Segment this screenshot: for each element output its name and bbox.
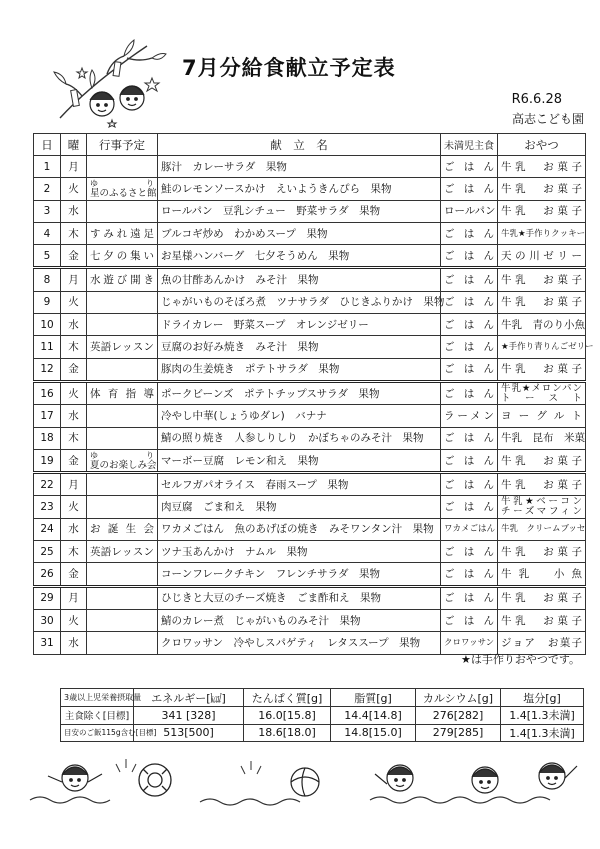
- issue-date: R6.6.28: [511, 92, 562, 107]
- menu-table: [33, 133, 594, 655]
- event-label: 夏のお楽しみ会: [90, 459, 157, 471]
- summer-children-illustration: [30, 752, 580, 812]
- menu-cell: ワカメごはん 魚のあげぼの焼き みそワンタン汁 果物: [158, 518, 441, 540]
- menu-row: [34, 518, 586, 540]
- menu-row: [34, 586, 586, 609]
- event-cell: [87, 427, 158, 449]
- snack-cell: 牛乳 お菓子: [498, 268, 586, 291]
- menu-cell: ポークビーンズ ポテトチップスサラダ 果物: [158, 381, 441, 404]
- nutrition-row-with-rice: [61, 724, 584, 742]
- event-class-label: ゆり: [90, 178, 154, 188]
- menu-row: [34, 268, 586, 291]
- menu-cell: 豚汁 カレーサラダ 果物: [158, 156, 441, 178]
- nutrition-fat: 14.8[15.0]: [331, 724, 416, 742]
- rice-cell: ごはん: [441, 473, 498, 496]
- weekday-cell: 月: [61, 156, 87, 178]
- day-cell: 12: [34, 358, 61, 381]
- weekday-cell: 金: [61, 245, 87, 268]
- menu-row: [34, 405, 586, 427]
- day-cell: 22: [34, 473, 61, 496]
- event-cell: [87, 563, 158, 586]
- day-cell: 24: [34, 518, 61, 540]
- day-cell: 30: [34, 609, 61, 631]
- snack-cell: 牛乳 お菓子: [498, 586, 586, 609]
- swimming-child-1: [48, 765, 102, 791]
- snack-cell: ★手作り青りんごゼリー: [498, 336, 586, 358]
- weekday-cell: 火: [61, 496, 87, 518]
- menu-cell: ツナ玉あんかけ ナムル 果物: [158, 541, 441, 563]
- weekday-cell: 木: [61, 222, 87, 244]
- menu-cell: 冷やし中華(しょうゆダレ) バナナ: [158, 405, 441, 427]
- rice-cell: ごはん: [441, 268, 498, 291]
- snack-cell: 牛乳 お菓子: [498, 178, 586, 200]
- event-cell: [87, 449, 158, 472]
- weekday-cell: 水: [61, 314, 87, 336]
- swim-ring: [139, 764, 171, 796]
- rice-cell: ごはん: [441, 314, 498, 336]
- snack-cell: [498, 381, 586, 404]
- menu-row: [34, 291, 586, 313]
- menu-row: [34, 222, 586, 244]
- weekday-cell: 月: [61, 268, 87, 291]
- snack-cell: 牛乳 お菓子: [498, 358, 586, 381]
- nutrition-header: [61, 689, 584, 707]
- header-day: 日: [34, 134, 61, 156]
- weekday-cell: 月: [61, 473, 87, 496]
- snack-cell: 牛乳 小魚: [498, 563, 586, 586]
- nutrition-table: [60, 688, 584, 742]
- weekday-cell: 水: [61, 200, 87, 222]
- menu-row: [34, 156, 586, 178]
- weekday-cell: 水: [61, 405, 87, 427]
- event-cell: [87, 496, 158, 518]
- nutrition-header-fat: 脂質[g]: [331, 689, 416, 707]
- event-cell: [87, 291, 158, 313]
- snack-line-2: トースト: [501, 392, 582, 404]
- nutrition-row-label: 主食除く[目標]: [61, 707, 134, 725]
- day-cell: 11: [34, 336, 61, 358]
- snack-cell: 牛乳 クリームブッセ: [498, 518, 586, 540]
- nutrition-header-calcium: カルシウム[g]: [416, 689, 501, 707]
- weekday-cell: 火: [61, 381, 87, 404]
- day-cell: 8: [34, 268, 61, 291]
- day-cell: 23: [34, 496, 61, 518]
- handmade-note: ★は手作りおやつです。: [461, 653, 580, 666]
- star-decorations: [77, 68, 159, 127]
- rice-cell: ロールパン: [441, 200, 498, 222]
- rice-cell: ごはん: [441, 563, 498, 586]
- menu-cell: ひじきと大豆のチーズ焼き ごま酢和え 果物: [158, 586, 441, 609]
- snack-cell: 牛乳 お菓子: [498, 449, 586, 472]
- rice-cell: ごはん: [441, 496, 498, 518]
- menu-cell: じゃがいものそぼろ煮 ツナサラダ ひじきふりかけ 果物: [158, 291, 441, 313]
- menu-cell: マーボー豆腐 レモン和え 果物: [158, 449, 441, 472]
- header-event: 行事予定: [87, 134, 158, 156]
- menu-row: [34, 336, 586, 358]
- menu-row: [34, 496, 586, 518]
- day-cell: 1: [34, 156, 61, 178]
- menu-row: [34, 200, 586, 222]
- day-cell: 31: [34, 632, 61, 654]
- event-cell: [87, 314, 158, 336]
- child-face-right: [120, 86, 144, 110]
- menu-table-header: [34, 134, 586, 156]
- snack-cell: 天の川ゼリー: [498, 245, 586, 268]
- nutrition-energy: 513[500]: [134, 724, 244, 742]
- weekday-cell: 火: [61, 178, 87, 200]
- nutrition-header-protein: たんぱく質[g]: [244, 689, 331, 707]
- nutrition-header-energy: エネルギー[㎉]: [134, 689, 244, 707]
- nutrition-header-row: [61, 689, 584, 707]
- menu-row: [34, 314, 586, 336]
- nutrition-body: [61, 707, 584, 742]
- menu-cell: ブルコギ炒め わかめスープ 果物: [158, 222, 441, 244]
- event-cell: [87, 405, 158, 427]
- menu-cell: ドライカレー 野菜スープ オレンジゼリー: [158, 314, 441, 336]
- weekday-cell: 水: [61, 632, 87, 654]
- event-class-label: ゆり: [90, 450, 154, 460]
- rice-cell: ごはん: [441, 586, 498, 609]
- snack-line-2: チーズマフィン: [501, 506, 582, 518]
- header-menu: 献 立 名: [158, 134, 441, 156]
- water-waves: [30, 797, 550, 805]
- header-weekday: 曜: [61, 134, 87, 156]
- rice-cell: ごはん: [441, 156, 498, 178]
- event-cell: 英語レッスン: [87, 541, 158, 563]
- snack-cell: 牛乳 お菓子: [498, 156, 586, 178]
- weekday-cell: 金: [61, 563, 87, 586]
- header-rice: 未満児主食: [441, 134, 498, 156]
- weekday-cell: 金: [61, 358, 87, 381]
- menu-cell: 鮭のレモンソースかけ えいようきんぴら 果物: [158, 178, 441, 200]
- event-cell: [87, 200, 158, 222]
- swimming-child-4: [539, 763, 577, 789]
- day-cell: 29: [34, 586, 61, 609]
- snack-cell: 牛乳 昆布 米菓: [498, 427, 586, 449]
- rice-cell: ごはん: [441, 222, 498, 244]
- header-snack: おやつ: [498, 134, 586, 156]
- rice-cell: ワカメごはん: [441, 518, 498, 540]
- menu-cell: クロワッサン 冷やしスパゲティ レタススープ 果物: [158, 632, 441, 654]
- event-cell: 七夕の集い: [87, 245, 158, 268]
- day-cell: 4: [34, 222, 61, 244]
- menu-cell: 鯖の照り焼き 人参しりしり かぼちゃのみそ汁 果物: [158, 427, 441, 449]
- nutrition-salt: 1.4[1.3未満]: [501, 707, 584, 725]
- event-cell: [87, 178, 158, 200]
- day-cell: 2: [34, 178, 61, 200]
- snack-line-1: 牛乳★ベーコン: [501, 496, 582, 508]
- snack-cell: 牛乳 青のり小魚: [498, 314, 586, 336]
- rice-cell: ごはん: [441, 245, 498, 268]
- nutrition-fat: 14.4[14.8]: [331, 707, 416, 725]
- event-cell: [87, 632, 158, 654]
- snack-cell: ジョア お菓子: [498, 632, 586, 654]
- nutrition-header-salt: 塩分[g]: [501, 689, 584, 707]
- nutrition-header-label: 3歳以上児栄養摂取量: [61, 689, 134, 707]
- rice-cell: ごはん: [441, 541, 498, 563]
- day-cell: 26: [34, 563, 61, 586]
- day-cell: 16: [34, 381, 61, 404]
- rice-cell: ごはん: [441, 427, 498, 449]
- day-cell: 18: [34, 427, 61, 449]
- menu-cell: 鯖のカレー煮 じゃがいものみそ汁 果物: [158, 609, 441, 631]
- day-cell: 5: [34, 245, 61, 268]
- nutrition-protein: 16.0[15.8]: [244, 707, 331, 725]
- menu-row: [34, 473, 586, 496]
- menu-row: [34, 541, 586, 563]
- weekday-cell: 水: [61, 518, 87, 540]
- organization-name: 高志こども園: [511, 112, 584, 126]
- menu-row: [34, 563, 586, 586]
- weekday-cell: 木: [61, 427, 87, 449]
- swimming-child-3: [472, 767, 498, 793]
- menu-row: [34, 245, 586, 268]
- event-cell: お誕生会: [87, 518, 158, 540]
- day-cell: 17: [34, 405, 61, 427]
- day-cell: 3: [34, 200, 61, 222]
- rice-cell: ラーメン: [441, 405, 498, 427]
- tanabata-children-illustration: [52, 38, 167, 126]
- weekday-cell: 月: [61, 586, 87, 609]
- snack-line-1: 牛乳★メロンパン: [501, 382, 582, 394]
- menu-cell: 肉豆腐 ごま和え 果物: [158, 496, 441, 518]
- snack-cell: 牛乳 お菓子: [498, 291, 586, 313]
- menu-cell: お星様ハンバーグ 七夕そうめん 果物: [158, 245, 441, 268]
- menu-cell: コーンフレークチキン フレンチサラダ 果物: [158, 563, 441, 586]
- event-cell: [87, 586, 158, 609]
- snack-cell: [498, 496, 586, 518]
- weekday-cell: 火: [61, 291, 87, 313]
- rice-cell: ごはん: [441, 178, 498, 200]
- nutrition-calcium: 276[282]: [416, 707, 501, 725]
- snack-cell: ヨーグルト: [498, 405, 586, 427]
- menu-row: [34, 381, 586, 404]
- rice-cell: クロワッサン: [441, 632, 498, 654]
- rice-cell: ごはん: [441, 358, 498, 381]
- water-splash: [116, 759, 261, 774]
- menu-row: [34, 609, 586, 631]
- event-cell: [87, 156, 158, 178]
- event-cell: [87, 358, 158, 381]
- menu-table-body: [34, 156, 594, 655]
- menu-header-row: [34, 134, 586, 156]
- menu-cell: 魚の甘酢あんかけ みそ汁 果物: [158, 268, 441, 291]
- menu-row: [34, 178, 586, 200]
- rice-cell: ごはん: [441, 336, 498, 358]
- rice-cell: ごはん: [441, 609, 498, 631]
- swimming-child-2: [375, 765, 413, 791]
- bamboo-leaves: [54, 40, 166, 88]
- event-cell: [87, 473, 158, 496]
- event-cell: 英語レッスン: [87, 336, 158, 358]
- nutrition-energy: 341 [328]: [134, 707, 244, 725]
- event-cell: 体育指導: [87, 381, 158, 404]
- menu-row: [34, 358, 586, 381]
- day-cell: 25: [34, 541, 61, 563]
- rice-cell: ごはん: [441, 381, 498, 404]
- nutrition-salt: 1.4[1.3未満]: [501, 724, 584, 742]
- weekday-cell: 木: [61, 336, 87, 358]
- nutrition-protein: 18.6[18.0]: [244, 724, 331, 742]
- event-cell: [87, 609, 158, 631]
- snack-cell: 牛乳 お菓子: [498, 541, 586, 563]
- weekday-cell: 木: [61, 541, 87, 563]
- menu-row: [34, 449, 586, 472]
- nutrition-row-without-rice: [61, 707, 584, 725]
- snack-cell: 牛乳 お菓子: [498, 609, 586, 631]
- menu-cell: セルフガパオライス 春雨スープ 果物: [158, 473, 441, 496]
- event-label: 星のふるさと館: [90, 187, 157, 199]
- menu-cell: ロールパン 豆乳シチュー 野菜サラダ 果物: [158, 200, 441, 222]
- weekday-cell: 火: [61, 609, 87, 631]
- snack-cell: 牛乳 お菓子: [498, 473, 586, 496]
- weekday-cell: 金: [61, 449, 87, 472]
- menu-row: [34, 427, 586, 449]
- day-cell: 9: [34, 291, 61, 313]
- day-cell: 19: [34, 449, 61, 472]
- menu-cell: 豆腐のお好み焼き みそ汁 果物: [158, 336, 441, 358]
- snack-cell: 牛乳★手作りクッキー: [498, 222, 586, 244]
- event-cell: すみれ遠足: [87, 222, 158, 244]
- nutrition-calcium: 279[285]: [416, 724, 501, 742]
- rice-cell: ごはん: [441, 449, 498, 472]
- child-face-left: [90, 92, 114, 116]
- menu-cell: 豚肉の生姜焼き ポテトサラダ 果物: [158, 358, 441, 381]
- event-cell: 水遊び開き: [87, 268, 158, 291]
- nutrition-row-label: 目安のご飯115g含む[目標]: [61, 724, 134, 742]
- rice-cell: ごはん: [441, 291, 498, 313]
- page-title: 7月分給食献立予定表: [182, 56, 396, 80]
- beach-ball: [291, 768, 319, 796]
- day-cell: 10: [34, 314, 61, 336]
- snack-cell: 牛乳 お菓子: [498, 200, 586, 222]
